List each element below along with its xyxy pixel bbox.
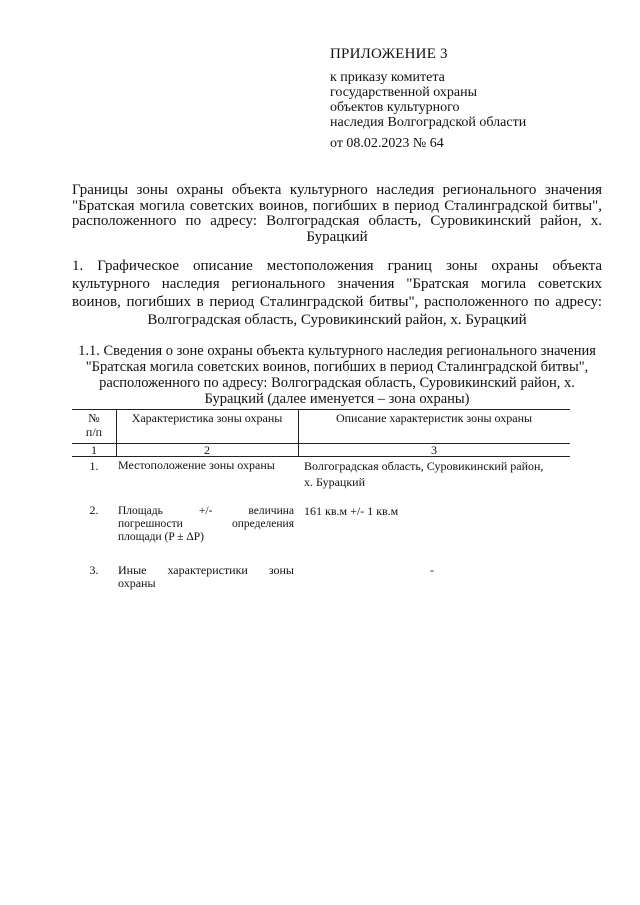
table-row-description: -: [430, 563, 434, 577]
description-line: Волгоградская область, Суровикинский район,: [304, 459, 544, 473]
annex-title: ПРИЛОЖЕНИЕ 3: [330, 46, 448, 62]
annex-date: от 08.02.2023 № 64: [330, 136, 444, 151]
annex-reference-line: наследия Волгоградской области: [330, 115, 527, 130]
section-1-1-title: 1.1. Сведения о зоне охраны объекта культурного наследия регионального значения "Братская могила советских воинов, погибших в период Сталинградской битвы", расположенного по адресу: Волгоградская область, Суровикинский район, х. Бурацкий (далее именуется – зона охраны): [78, 343, 596, 407]
table-header-number: [72, 411, 116, 439]
document-heading: Границы зоны охраны объекта культурного наследия регионального значения "Братская могила советских воинов, погибших в период Сталинградской битвы", расположенного по адресу: Волгоградская область, Суровикинский район, х. Бурацкий: [72, 182, 602, 245]
table-col-divider: [116, 409, 117, 456]
description-line: х. Бурацкий: [304, 475, 366, 489]
annex-reference: [330, 70, 590, 130]
annex-reference-line: государственной охраны: [330, 85, 478, 100]
table-row-characteristic: Площадь +/- величина погрешности определения площади (P ± ΔP): [118, 505, 294, 543]
table-row-number: 1.: [89, 459, 99, 473]
header-number-abbr: п/п: [85, 425, 103, 439]
table-header-description: Описание характеристик зоны охраны: [335, 411, 533, 425]
table-column-number: 3: [431, 443, 437, 457]
annex-reference-line: к приказу комитета: [330, 70, 445, 85]
table-row-characteristic: Иные характеристики зоны охраны: [118, 563, 294, 590]
table-row-number: 3.: [89, 563, 99, 577]
table-header-characteristic: Характеристика зоны охраны: [131, 411, 283, 425]
header-number-sign: №: [88, 411, 100, 425]
table-row-characteristic: Местоположение зоны охраны: [118, 458, 275, 472]
annex-reference-line: объектов культурного: [330, 100, 460, 115]
table-top-border: [72, 409, 570, 410]
table-row-description: [304, 458, 568, 490]
table-col-divider: [298, 409, 299, 456]
table-row-number: 2.: [89, 503, 99, 517]
table-row-description: 161 кв.м +/- 1 кв.м: [304, 504, 399, 518]
section-1-title: 1. Графическое описание местоположения границ зоны охраны объекта культурного наследия регионального значения "Братская могила советских воинов, погибших в период Сталинградской битвы", расположенного по адресу: Волгоградская область, Суровикинский район, х. Бурацкий: [72, 258, 602, 328]
table-column-number: 2: [204, 443, 210, 457]
table-column-number: 1: [91, 443, 97, 457]
